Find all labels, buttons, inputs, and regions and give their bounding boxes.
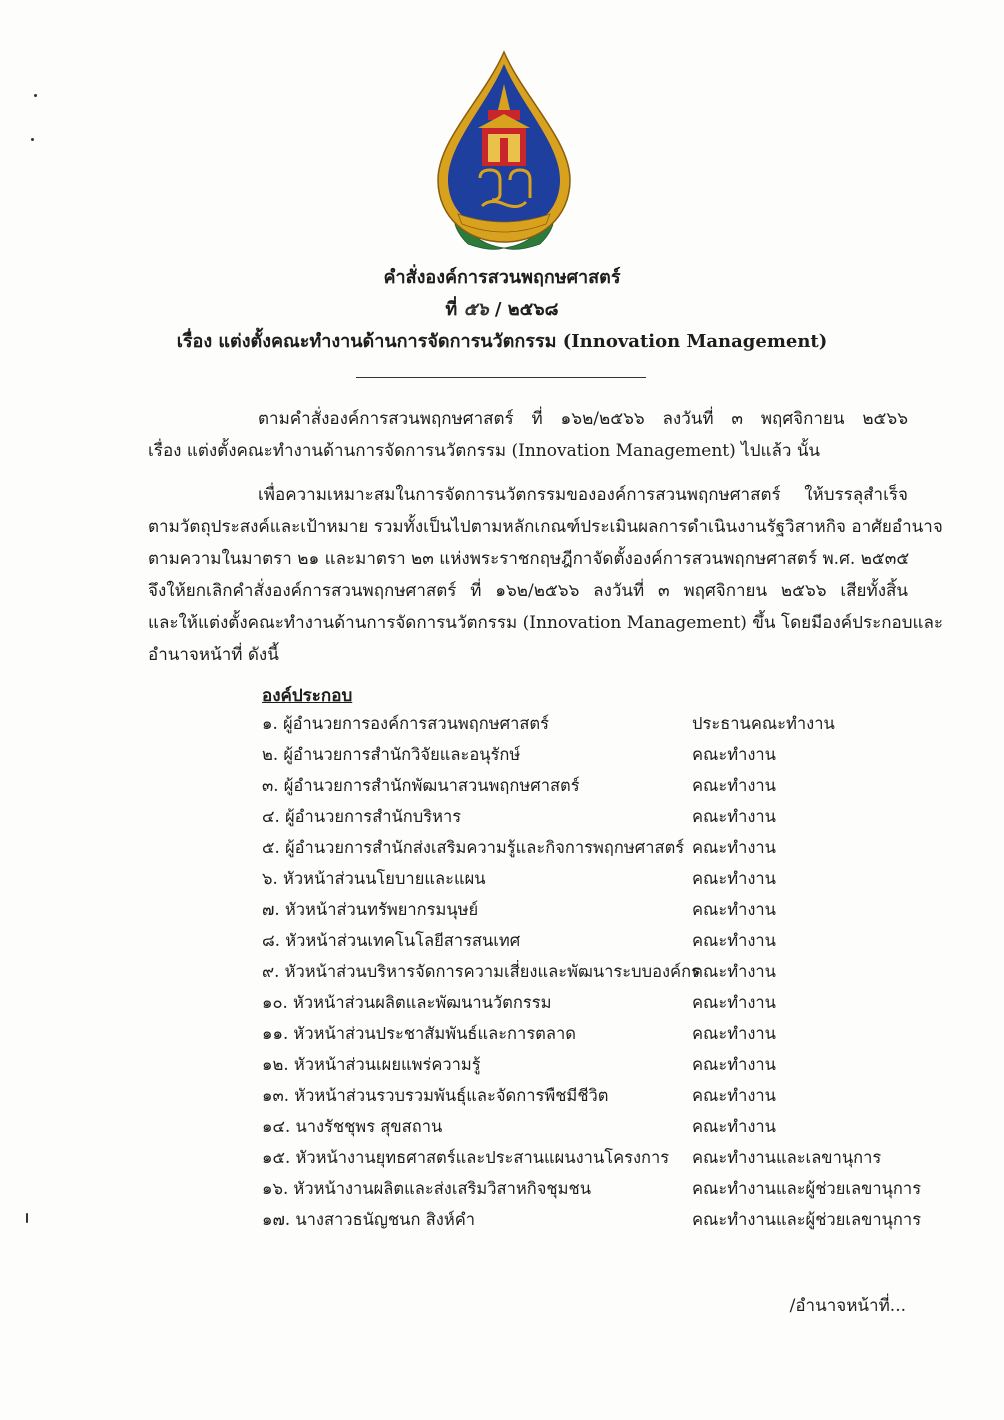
paragraph-order: [148, 479, 944, 671]
member-name: ๒. ผู้อำนวยการสำนักวิจัยและอนุรักษ์: [262, 745, 521, 764]
list-item: [262, 987, 922, 1018]
member-name: ๑๑. หัวหน้าส่วนประชาสัมพันธ์และการตลาด: [262, 1024, 576, 1043]
member-name: ๗. หัวหน้าส่วนทรัพยากรมนุษย์: [262, 900, 479, 919]
member-role: คณะทำงาน: [692, 1055, 776, 1074]
paragraph-line: อำนาจหน้าที่ ดังนี้: [148, 645, 279, 665]
list-item: [262, 739, 922, 770]
scan-speck: [34, 94, 37, 97]
member-role: คณะทำงาน: [692, 745, 776, 764]
member-name: ๑๗. นางสาวธนัญชนก สิงห์คำ: [262, 1210, 476, 1229]
member-role: คณะทำงาน: [692, 962, 776, 981]
header-divider: [356, 377, 646, 378]
member-role: คณะทำงานและผู้ช่วยเลขานุการ: [692, 1210, 922, 1229]
paragraph-line: จึงให้ยกเลิกคำสั่งองค์การสวนพฤกษศาสตร์ ที่ ๑๖๒/๒๕๖๖ ลงวันที่ ๓ พฤศจิกายน ๒๕๖๖ เสียทั้งสิ้น: [148, 581, 908, 601]
order-number-prefix: ที่: [445, 299, 458, 320]
member-name: ๔. ผู้อำนวยการสำนักบริหาร: [262, 807, 462, 826]
member-role: ประธานคณะทำงาน: [692, 714, 835, 733]
list-item: [262, 770, 922, 801]
member-name: ๘. หัวหน้าส่วนเทคโนโลยีสารสนเทศ: [262, 931, 521, 950]
member-role: คณะทำงานและผู้ช่วยเลขานุการ: [692, 1179, 922, 1198]
member-name: ๑๐. หัวหน้าส่วนผลิตและพัฒนานวัตกรรม: [262, 993, 552, 1012]
member-role: คณะทำงาน: [692, 807, 776, 826]
list-item: [262, 1049, 922, 1080]
composition-list: [262, 708, 922, 1235]
botanical-garden-organization-logo: [428, 48, 580, 254]
member-name: ๑๓. หัวหน้าส่วนรวบรวมพันธุ์และจัดการพืชมีชีวิต: [262, 1086, 609, 1105]
list-item: [262, 1111, 922, 1142]
member-role: คณะทำงาน: [692, 931, 776, 950]
list-item: [262, 1080, 922, 1111]
member-name: ๖. หัวหน้าส่วนนโยบายและแผน: [262, 869, 486, 888]
paragraph-line: เรื่อง แต่งตั้งคณะทำงานด้านการจัดการนวัตกรรม (Innovation Management) ไปแล้ว นั้น: [148, 441, 821, 461]
composition-title: องค์ประกอบ: [262, 686, 353, 706]
member-role: คณะทำงาน: [692, 1117, 776, 1136]
order-subject: เรื่อง แต่งตั้งคณะทำงานด้านการจัดการนวัตกรรม (Innovation Management): [176, 331, 828, 352]
scan-speck: [26, 1213, 28, 1223]
member-name: ๑๖. หัวหน้างานผลิตและส่งเสริมวิสาหกิจชุมชน: [262, 1179, 591, 1198]
member-role: คณะทำงาน: [692, 776, 776, 795]
member-name: ๙. หัวหน้าส่วนบริหารจัดการความเสี่ยงและพัฒนาระบบองค์กร: [262, 962, 700, 981]
member-name: ๑๕. หัวหน้างานยุทธศาสตร์และประสานแผนงานโครงการ: [262, 1148, 670, 1167]
paragraph-line: เพื่อความเหมาะสมในการจัดการนวัตกรรมขององค์การสวนพฤกษศาสตร์ ให้บรรลุสำเร็จ: [258, 485, 908, 505]
paragraph-line: ตามความในมาตรา ๒๑ และมาตรา ๒๓ แห่งพระราชกฤษฎีกาจัดตั้งองค์การสวนพฤกษศาสตร์ พ.ศ. ๒๕๓๕: [148, 549, 910, 569]
member-role: คณะทำงาน: [692, 869, 776, 888]
order-number: [0, 294, 1004, 323]
list-item: [262, 708, 922, 739]
member-role: คณะทำงานและเลขานุการ: [692, 1148, 882, 1167]
member-role: คณะทำงาน: [692, 1086, 776, 1105]
member-role: คณะทำงาน: [692, 900, 776, 919]
paragraph-line: ตามคำสั่งองค์การสวนพฤกษศาสตร์ ที่ ๑๖๒/๒๕๖๖ ลงวันที่ ๓ พฤศจิกายน ๒๕๖๖: [258, 409, 908, 429]
list-item: [262, 1142, 922, 1173]
member-name: ๑๔. นางรัชชุพร สุขสถาน: [262, 1117, 443, 1136]
member-name: ๑๒. หัวหน้าส่วนเผยแพร่ความรู้: [262, 1055, 481, 1074]
scan-speck: [31, 138, 34, 141]
list-item: [262, 894, 922, 925]
member-role: คณะทำงาน: [692, 993, 776, 1012]
list-item: [262, 863, 922, 894]
list-item: [262, 832, 922, 863]
member-name: ๓. ผู้อำนวยการสำนักพัฒนาสวนพฤกษศาสตร์: [262, 776, 580, 795]
list-item: [262, 801, 922, 832]
continuation-note: /อำนาจหน้าที่...: [789, 1296, 906, 1316]
order-title: คำสั่งองค์การสวนพฤกษศาสตร์: [383, 267, 621, 288]
order-number-handwritten: ๕๖: [463, 299, 489, 320]
member-role: คณะทำงาน: [692, 838, 776, 857]
list-item: [262, 1018, 922, 1049]
list-item: [262, 1173, 922, 1204]
member-role: คณะทำงาน: [692, 1024, 776, 1043]
member-name: ๕. ผู้อำนวยการสำนักส่งเสริมความรู้และกิจการพฤกษศาสตร์: [262, 838, 685, 857]
member-name: ๑. ผู้อำนวยการองค์การสวนพฤกษศาสตร์: [262, 714, 549, 733]
order-number-year: / ๒๕๖๘: [494, 299, 559, 320]
paragraph-line: ตามวัตถุประสงค์และเป้าหมาย รวมทั้งเป็นไปตามหลักเกณฑ์ประเมินผลการดำเนินงานรัฐวิสาหกิจ อาศัยอำนาจ: [148, 517, 943, 537]
list-item: [262, 925, 922, 956]
list-item: [262, 956, 922, 987]
list-item: [262, 1204, 922, 1235]
paragraph-reference: [148, 403, 908, 467]
paragraph-line: และให้แต่งตั้งคณะทำงานด้านการจัดการนวัตกรรม (Innovation Management) ขึ้น โดยมีองค์ประกอบและ: [148, 613, 944, 633]
